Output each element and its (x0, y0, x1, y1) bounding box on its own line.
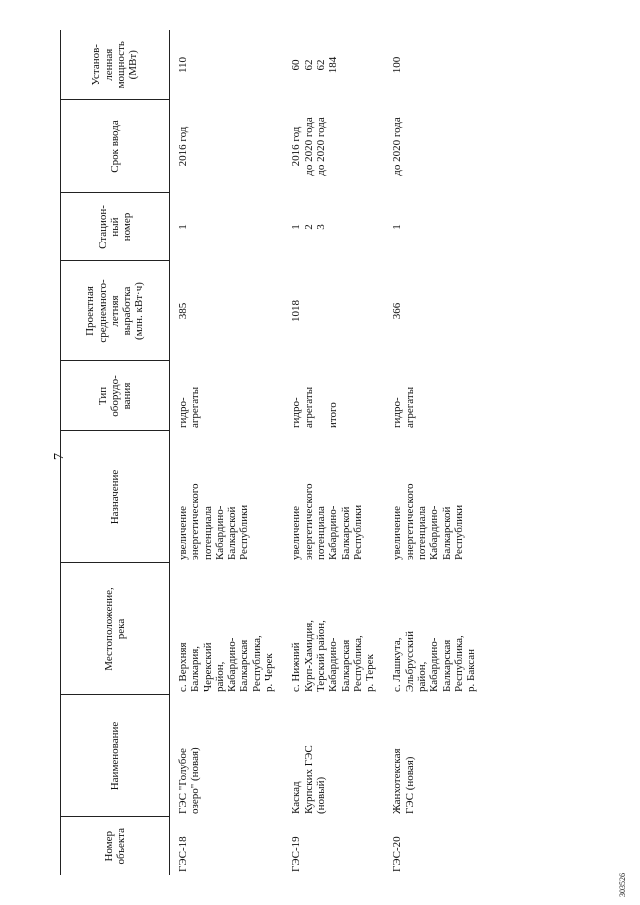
cell-line: Стацион- (96, 205, 109, 249)
cell-line: Курп-Хамидия, (302, 619, 315, 692)
cell-line: 366 (391, 302, 404, 320)
cell-line: р. Терек (364, 654, 377, 692)
cell-line: Балкарская (238, 639, 251, 692)
cell-output (283, 261, 384, 361)
cell-line: Кабардино- (213, 505, 226, 560)
cell-line: р. Баксан (465, 648, 478, 692)
cell-line: Балкарская (339, 639, 352, 692)
cell-line: Жанхотекская (391, 748, 404, 814)
cell-line: гидро- (391, 397, 404, 428)
cell-station (170, 193, 284, 261)
cell-line: оборудо- (108, 375, 121, 417)
column-header (61, 695, 170, 817)
cell-line: (млн. кВт·ч) (133, 282, 146, 340)
cell-line: объекта (115, 828, 127, 865)
cell-line: Балкарской (339, 506, 352, 560)
cell-line: 2016 год (290, 126, 303, 167)
cell-line: Республики (238, 504, 251, 560)
cell-line: до 2020 года (302, 117, 315, 176)
table-row (384, 30, 485, 875)
table-body (170, 30, 486, 875)
cell-name (384, 695, 485, 817)
cell-line: потенциала (416, 506, 429, 560)
cell-line: Терский район, (314, 620, 327, 692)
column-header (61, 193, 170, 261)
cell-term (283, 100, 384, 193)
cell-line: ГЭС-19 (290, 836, 303, 872)
table-header-row (61, 30, 170, 875)
cell-line: Балкарской (226, 506, 239, 560)
cell-line: с. Нижний (290, 642, 303, 692)
cell-location (170, 563, 284, 695)
cell-line: Тип (96, 386, 109, 406)
cell-line: энергетического (302, 483, 315, 560)
cell-line: номер (121, 212, 134, 242)
cell-line: 110 (177, 56, 189, 74)
cell-line: ный (108, 217, 121, 237)
column-header (61, 30, 170, 100)
page-number: 7 (52, 453, 67, 460)
cell-line: (новый) (314, 776, 327, 814)
cell-output (170, 261, 284, 361)
cell-line: Балкарской (440, 506, 453, 560)
cell-purpose (384, 431, 485, 563)
cell-line: Кабардино- (226, 637, 239, 692)
cell-line: Кабардино- (327, 505, 340, 560)
cell-line: Проектная (84, 286, 97, 336)
cell-line: 60 (290, 59, 303, 71)
cell-line: озеро" (новая) (189, 747, 202, 814)
cell-line: Республика, (250, 635, 263, 692)
cell-term (170, 100, 284, 193)
cell-term (384, 100, 485, 193)
cell-line: 100 (391, 56, 404, 74)
cell-line (315, 364, 327, 428)
cell-line: 385 (177, 302, 189, 320)
cell-line: 62 (302, 59, 315, 71)
cell-line: мощность (115, 41, 127, 89)
cell-line: агрегаты (403, 386, 416, 428)
cell-line: район, (416, 661, 429, 692)
cell-line: 62 (314, 59, 327, 71)
cell-line: до 2020 года (391, 117, 404, 176)
cell-line: выработка (121, 286, 134, 336)
column-header (61, 563, 170, 695)
cell-purpose (283, 431, 384, 563)
cell-line: 3 (314, 224, 327, 230)
cell-equipment (384, 361, 485, 431)
cell-line: 2016 год (177, 126, 189, 167)
cell-line: Республика, (351, 635, 364, 692)
cell-line: увеличение (391, 506, 404, 560)
cell-name (170, 695, 284, 817)
column-header (61, 817, 170, 875)
column-header (61, 431, 170, 563)
cell-line: Назначение (108, 469, 121, 525)
cell-equipment (170, 361, 284, 431)
cell-power (170, 30, 284, 100)
cell-line: 1 (290, 224, 303, 230)
cell-line: Курпских ГЭС (302, 745, 315, 814)
cell-line: Срок ввода (108, 120, 121, 173)
cell-line: 1 (391, 224, 404, 230)
cell-line: с. Верхняя (177, 642, 189, 692)
cell-line: Наименование (108, 721, 121, 791)
cell-line: вания (121, 382, 134, 410)
cell-line: ГЭС-18 (177, 836, 189, 872)
cell-line: Балкария, (189, 645, 202, 692)
document-id: 303526 (618, 873, 627, 897)
cell-line: река (115, 618, 127, 640)
cell-line: Номер (102, 830, 115, 862)
cell-line: р. Черек (263, 653, 276, 692)
cell-line: агрегаты (189, 386, 202, 428)
cell-line: Каскад (290, 781, 303, 814)
cell-line: до 2020 года (314, 117, 327, 176)
cell-output (384, 261, 485, 361)
cell-line: 1 (177, 224, 189, 230)
cell-line: Балкарская (440, 639, 453, 692)
cell-line: ленная (102, 48, 115, 81)
cell-line: ГЭС-20 (391, 836, 404, 872)
cell-line: Кабардино- (428, 505, 441, 560)
cell-line: летняя (108, 295, 121, 327)
cell-line: с. Лашкута, (391, 637, 404, 692)
cell-power (283, 30, 384, 100)
cell-line: Установ- (90, 44, 103, 86)
cell-location (384, 563, 485, 695)
cell-equipment (283, 361, 384, 431)
cell-line: 184 (327, 56, 340, 74)
cell-line: гидро- (177, 397, 189, 428)
cell-line: Республики (452, 504, 465, 560)
cell-num (384, 817, 485, 875)
table-row (283, 30, 384, 875)
cell-num (170, 817, 284, 875)
cell-purpose (170, 431, 284, 563)
cell-line: Кабардино- (327, 637, 340, 692)
cell-line: энергетического (189, 483, 202, 560)
cell-line: (МВт) (127, 50, 140, 80)
cell-line: 1018 (290, 300, 303, 322)
cell-line: Местоположение, (102, 587, 115, 671)
cell-line: среднемного- (96, 279, 109, 343)
cell-line: 2 (302, 224, 315, 230)
cell-line: агрегаты (302, 386, 315, 428)
table-row (170, 30, 284, 875)
cell-line: Республика, (452, 635, 465, 692)
column-header (61, 100, 170, 193)
cell-line: гидро- (290, 397, 303, 428)
cell-line: Эльбрусский (403, 631, 416, 692)
cell-line: район, (213, 661, 226, 692)
cell-line: ГЭС (новая) (403, 756, 416, 814)
column-header (61, 261, 170, 361)
cell-power (384, 30, 485, 100)
cell-name (283, 695, 384, 817)
cell-line: увеличение (290, 506, 303, 560)
column-header (61, 361, 170, 431)
cell-line: увеличение (177, 506, 189, 560)
cell-line: Республики (351, 504, 364, 560)
cell-num (283, 817, 384, 875)
cell-line: потенциала (201, 506, 214, 560)
cell-line: потенциала (314, 506, 327, 560)
cell-station (283, 193, 384, 261)
cell-location (283, 563, 384, 695)
cell-line: итого (327, 402, 340, 428)
cell-line: Черекский (201, 642, 214, 692)
cell-line: Кабардино- (428, 637, 441, 692)
cell-station (384, 193, 485, 261)
cell-line: энергетического (403, 483, 416, 560)
cell-line: ГЭС "Голубое (177, 748, 189, 814)
hydro-plants-table (60, 30, 486, 875)
